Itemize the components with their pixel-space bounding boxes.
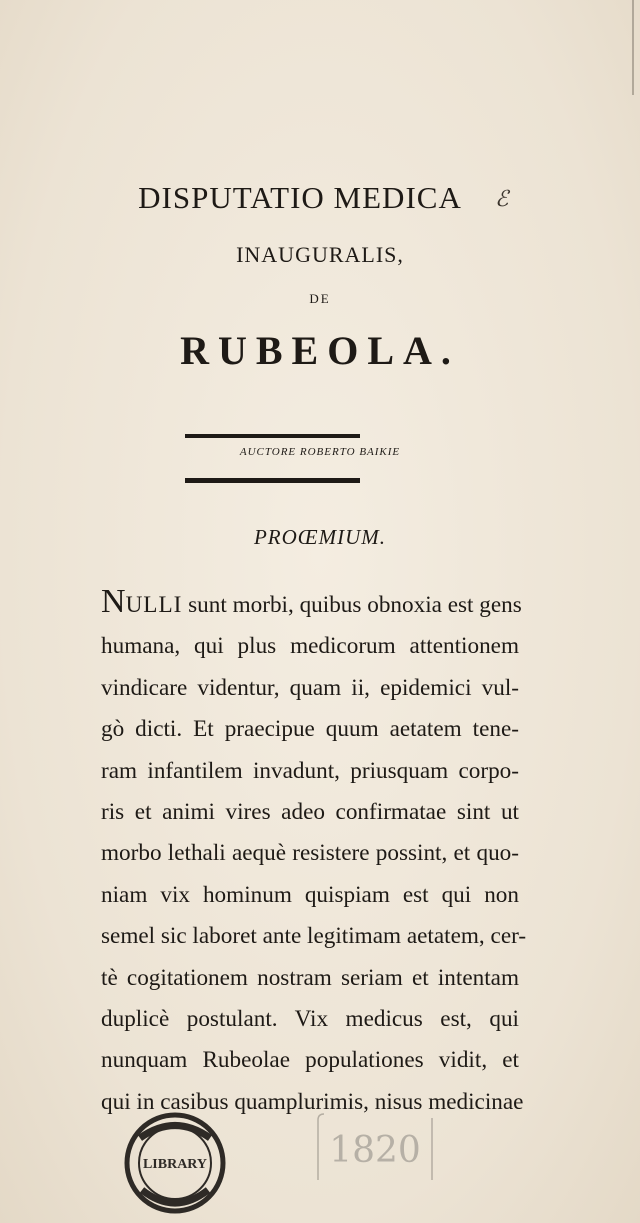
body-line: gò dicti. Et praecipue quum aetatem tene- bbox=[101, 716, 519, 743]
body-line: duplicè postulant. Vix medicus est, qui bbox=[101, 1005, 519, 1032]
drop-cap: N bbox=[101, 583, 126, 620]
body-line: ris et animi vires adeo confirmatae sint ut bbox=[101, 798, 519, 825]
body-line: tè cogitationem nostram seriam et intentam bbox=[101, 964, 519, 991]
body-line: humana, qui plus medicorum attentionem bbox=[101, 633, 519, 660]
body-line-1-rest: sunt morbi, quibus obnoxia est gens bbox=[188, 592, 522, 618]
body-line bbox=[101, 583, 522, 626]
handwritten-mark: ℰ bbox=[495, 186, 509, 211]
author-line: AUCTORE ROBERTO BAIKIE bbox=[239, 446, 401, 458]
stamp-text: LIBRARY bbox=[142, 1157, 208, 1172]
stamp-arc-bottom bbox=[142, 1190, 208, 1203]
body-line: qui in casibus quamplurimis, nisus medicinae bbox=[101, 1088, 524, 1115]
body-line: vindicare videntur, quam ii, epidemici vul- bbox=[101, 674, 519, 701]
pencil-note-text: 1820 bbox=[329, 1130, 421, 1171]
library-stamp bbox=[120, 1108, 230, 1218]
body-line: nunquam Rubeolae populationes vidit, et bbox=[101, 1047, 519, 1074]
body-line: morbo lethali aequè resistere possint, et quo- bbox=[101, 840, 519, 867]
title-main bbox=[0, 180, 640, 216]
body-line: ram infantilem invadunt, priusquam corpo- bbox=[101, 757, 519, 784]
body-line: niam vix hominum quispiam est qui non bbox=[101, 881, 519, 908]
page-edge-line bbox=[632, 0, 634, 95]
title-line-2: INAUGURALIS, bbox=[236, 242, 404, 267]
pencil-bracket-left bbox=[318, 1114, 324, 1180]
title-line-1: DISPUTATIO MEDICA bbox=[138, 180, 462, 215]
rule-top bbox=[185, 434, 360, 438]
body-line: semel sic laboret ante legitimam aetatem, cer- bbox=[101, 923, 527, 950]
title-line-4: RUBEOLA. bbox=[180, 328, 460, 373]
first-word-rest: ULLI bbox=[125, 592, 183, 618]
title-line-3: DE bbox=[309, 291, 331, 306]
section-heading: PROŒMIUM. bbox=[253, 525, 387, 549]
pencil-note bbox=[310, 1110, 440, 1190]
rule-bottom bbox=[185, 478, 360, 483]
body-text bbox=[101, 583, 527, 1123]
